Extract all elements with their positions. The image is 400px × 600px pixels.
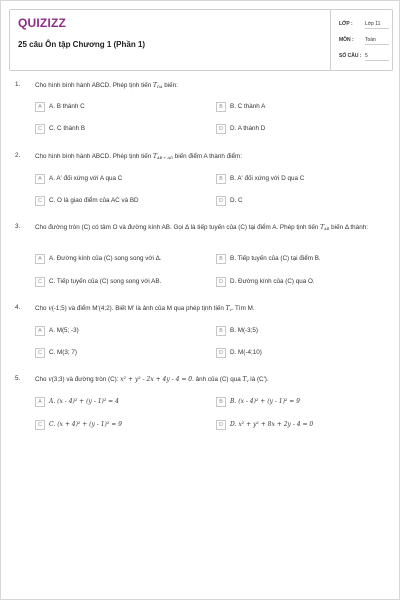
option-text: B. Tiếp tuyến của (C) tại điểm B. xyxy=(230,255,321,262)
vector-subscript: v xyxy=(246,379,249,383)
question-text-part: Cho đường tròn (C) có tâm O và đường kính AB. Gọi Δ là tiếp tuyến của (C) tại điểm A. Phép tịnh tiến xyxy=(35,224,319,231)
question-text-part: biến Δ thành: xyxy=(331,224,368,231)
question-text-part: Cho xyxy=(35,376,47,383)
option-letter-box: A xyxy=(35,174,45,184)
option-letter-box: D xyxy=(216,124,226,134)
meta-panel xyxy=(330,10,394,70)
meta-key: MÔN : xyxy=(339,37,354,43)
question-text-part: . ảnh của (C) qua xyxy=(192,376,241,383)
question-text xyxy=(35,304,385,316)
option-text: C. M(3; 7) xyxy=(49,349,77,356)
vector-subscript: AB + AD xyxy=(157,156,174,160)
vector-symbol: $T_{DA}$ xyxy=(152,82,163,89)
question-number: 5. xyxy=(15,375,21,382)
option-text: A. B thành C xyxy=(49,103,85,110)
option-letter-box: C xyxy=(35,348,45,358)
option-text: D. M(-4;10) xyxy=(230,349,262,356)
option-letter-box: D xyxy=(216,196,226,206)
meta-row-class xyxy=(331,16,395,32)
question-text-part: (-1;5) và điểm M'(4;2). Biết M' là ảnh của M qua phép tịnh tiến xyxy=(51,305,224,312)
circle-equation: x² + y² - 2x + 4y - 4 = 0 xyxy=(120,376,193,383)
option-letter-box: C xyxy=(35,124,45,134)
option-letter-box: B xyxy=(216,397,226,407)
vector-v: v xyxy=(48,376,52,383)
vector-symbol: $T_v$ xyxy=(225,305,232,312)
vector-subscript: AB xyxy=(324,227,330,231)
question-text xyxy=(35,152,385,164)
vector-symbol: $T_{AB}$ xyxy=(320,224,330,231)
option-text: A. A' đối xứng với A qua C xyxy=(49,175,123,182)
meta-key: SỐ CÂU : xyxy=(339,53,362,59)
question-number: 4. xyxy=(15,304,21,311)
option-text: B. M(-3;5) xyxy=(230,327,258,334)
option-text: D. A thành D xyxy=(230,125,266,132)
page-title: 25 câu Ôn tập Chương 1 (Phần 1) xyxy=(18,40,146,49)
meta-row-count xyxy=(331,48,395,64)
meta-value: 5 xyxy=(365,53,389,61)
question-text-part: Cho hình bình hành ABCD. Phép tịnh tiến xyxy=(35,153,152,160)
vector-symbol: $T_{AB + AD}$ xyxy=(152,153,174,160)
option-text: C. (x + 4)² + (y - 1)² = 9 xyxy=(49,421,122,428)
option-letter-box: D xyxy=(216,277,226,287)
option-text: D. C xyxy=(230,197,243,204)
quizizz-logo: QUIZIZZ xyxy=(18,16,67,30)
question-number: 3. xyxy=(15,223,21,230)
vector-subscript: DA xyxy=(157,85,163,89)
question-text-part: Cho hình bình hành ABCD. Phép tịnh tiến xyxy=(35,82,152,89)
vector-v: v xyxy=(48,305,52,312)
option-text: A. Đường kính của (C) song song với Δ. xyxy=(49,255,162,262)
option-letter-box: B xyxy=(216,174,226,184)
question-number: 1. xyxy=(15,81,21,88)
question-text-part: là (C'). xyxy=(250,376,269,383)
question-text-part: Cho xyxy=(35,305,47,312)
option-letter-box: B xyxy=(216,326,226,336)
meta-value: Toán xyxy=(365,37,389,45)
meta-key: LỚP : xyxy=(339,21,353,27)
vector-subscript: v xyxy=(229,308,232,312)
option-text: C. Tiếp tuyến của (C) song song với AB. xyxy=(49,278,162,285)
question-text-part: biến điểm A thành điểm: xyxy=(174,153,242,160)
vector-symbol: $T_v$ xyxy=(242,376,249,383)
option-letter-box: C xyxy=(35,277,45,287)
question-text-part: biến: xyxy=(164,82,178,89)
option-text: B. (x - 4)² + (y - 1)² = 9 xyxy=(230,398,300,405)
option-text: D. Đường kính của (C) qua O. xyxy=(230,278,315,285)
option-text: A. M(5; -3) xyxy=(49,327,79,334)
option-letter-box: A xyxy=(35,254,45,264)
option-text: C. C thành B xyxy=(49,125,86,132)
option-text: B. C thành A xyxy=(230,103,266,110)
option-text: C. O là giao điểm của AC và BD xyxy=(49,197,139,204)
option-letter-box: B xyxy=(216,102,226,112)
question-text-part: (3;3) và đường tròn (C): xyxy=(51,376,119,383)
option-letter-box: C xyxy=(35,420,45,430)
option-letter-box: A xyxy=(35,102,45,112)
worksheet-header xyxy=(9,9,393,71)
option-text: A. (x - 4)² + (y - 1)² = 4 xyxy=(49,398,119,405)
meta-row-subject xyxy=(331,32,395,48)
option-letter-box: A xyxy=(35,326,45,336)
option-letter-box: A xyxy=(35,397,45,407)
question-text-part: . Tìm M. xyxy=(231,305,255,312)
option-letter-box: C xyxy=(35,196,45,206)
option-letter-box: D xyxy=(216,348,226,358)
question-text xyxy=(35,81,385,93)
meta-value: Lớp 11 xyxy=(365,21,389,29)
option-letter-box: B xyxy=(216,254,226,264)
question-text xyxy=(35,223,385,235)
question-number: 2. xyxy=(15,152,21,159)
option-text: D. x² + y² + 8x + 2y - 4 = 0 xyxy=(230,421,314,428)
option-letter-box: D xyxy=(216,420,226,430)
option-text: B. A' đối xứng với D qua C xyxy=(230,175,305,182)
question-text xyxy=(35,375,385,387)
